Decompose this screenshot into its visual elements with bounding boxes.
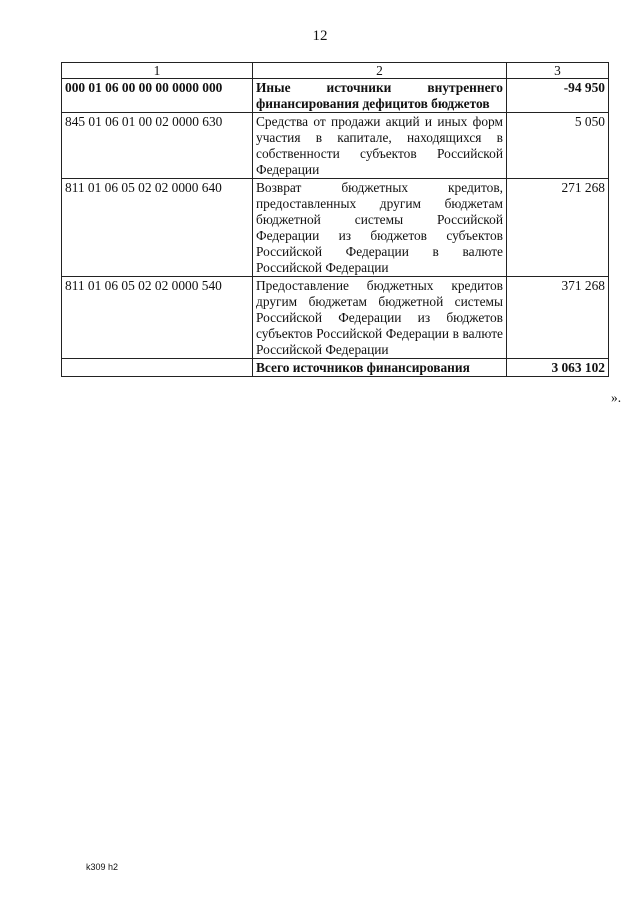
total-label-cell: Всего источников финансирования xyxy=(253,359,507,377)
amount-cell: 271 268 xyxy=(507,179,609,277)
description-cell: Возврат бюджетных кредитов, предоставленных другим бюджетам бюджетной системы Российской Федерации из бюджетов субъектов Российской Федерации в валюте Российской Федерации xyxy=(253,179,507,277)
closing-quote-mark: ». xyxy=(611,390,622,405)
budget-code-cell: 811 01 06 05 02 02 0000 540 xyxy=(62,277,253,359)
description-cell: Предоставление бюджетных кредитов другим бюджетам бюджетной системы Российской Федерации из бюджетов субъектов Российской Федерации в валюте Российской Федерации xyxy=(253,277,507,359)
column-header-3: 3 xyxy=(507,63,609,79)
total-code-cell xyxy=(62,359,253,377)
description-cell: Иные источники внутреннего финансирования дефицитов бюджетов xyxy=(253,79,507,113)
financing-sources-table xyxy=(61,62,609,377)
budget-code-cell: 000 01 06 00 00 00 0000 000 xyxy=(62,79,253,113)
footer-document-code: k309 h2 xyxy=(86,862,119,872)
column-header-1: 1 xyxy=(62,63,253,79)
amount-cell: 5 050 xyxy=(507,113,609,179)
amount-cell: 371 268 xyxy=(507,277,609,359)
total-amount-cell: 3 063 102 xyxy=(507,359,609,377)
table-row xyxy=(62,113,609,179)
budget-code-cell: 811 01 06 05 02 02 0000 640 xyxy=(62,179,253,277)
description-cell: Средства от продажи акций и иных форм участия в капитале, находящихся в собственности субъектов Российской Федерации xyxy=(253,113,507,179)
page-number: 12 xyxy=(312,28,328,44)
column-header-2: 2 xyxy=(253,63,507,79)
table-row xyxy=(62,79,609,113)
table-row xyxy=(62,277,609,359)
budget-code-cell: 845 01 06 01 00 02 0000 630 xyxy=(62,113,253,179)
table-header-row xyxy=(62,63,609,79)
table-row xyxy=(62,179,609,277)
total-row xyxy=(62,359,609,377)
amount-cell: -94 950 xyxy=(507,79,609,113)
